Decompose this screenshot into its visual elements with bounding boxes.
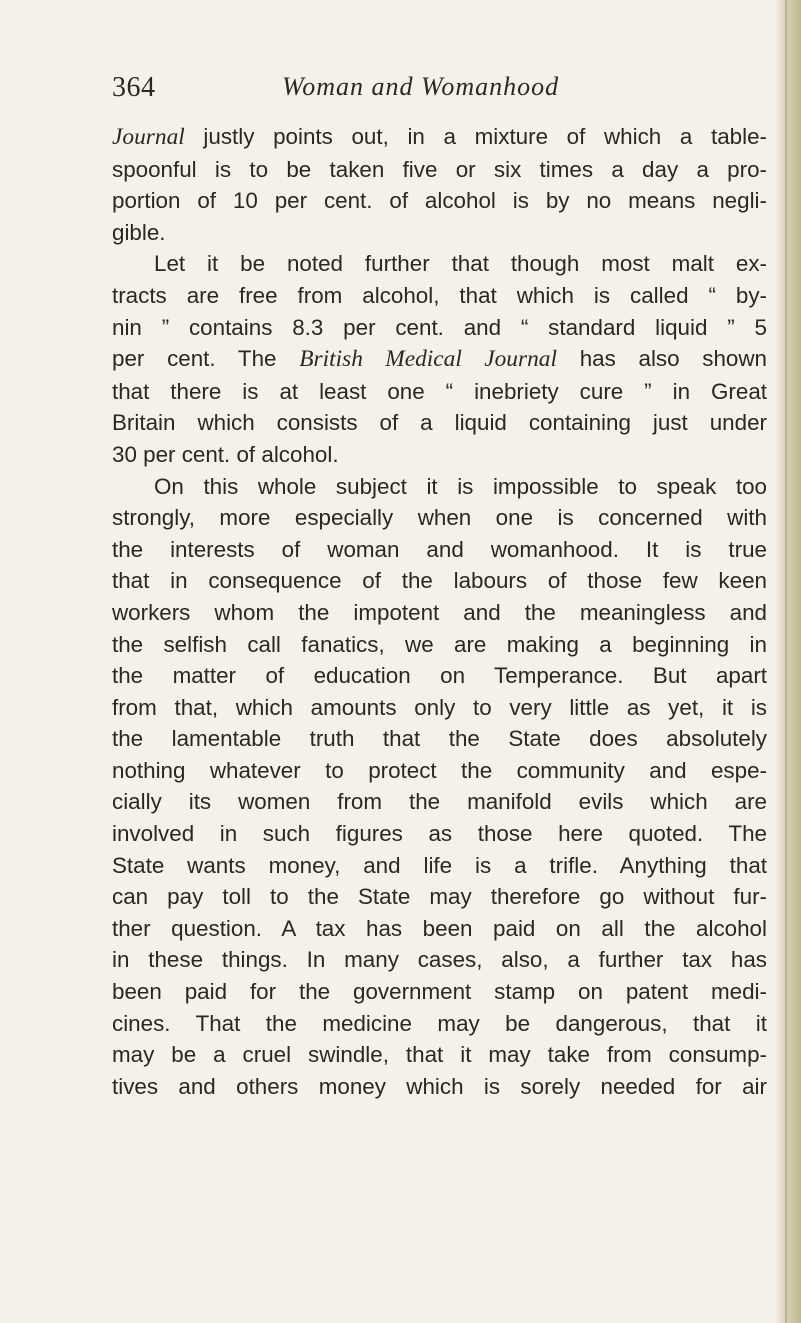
text-line: Let it be noted further that though most malt ex- bbox=[154, 251, 767, 277]
text-line: ther question. A tax has been paid on all the alcohol bbox=[112, 915, 767, 941]
text-line: spoonful is to be taken five or six times a day a pro- bbox=[112, 156, 767, 182]
text-line: nothing whatever to protect the community and espe- bbox=[112, 757, 767, 783]
text-line: On this whole subject it is impossible to speak too bbox=[154, 473, 767, 499]
text-line: 30 per cent. of alcohol. bbox=[112, 441, 339, 467]
page-number: 364 bbox=[112, 72, 156, 103]
text-line: Journal justly points out, in a mixture of which a table- bbox=[112, 124, 767, 150]
italic-title: British Medical Journal bbox=[299, 346, 557, 373]
paragraph-1 bbox=[112, 121, 767, 248]
paragraph-3 bbox=[112, 471, 767, 1103]
text-line: from that, which amounts only to very little as yet, it is bbox=[112, 694, 767, 720]
text-line: the selfish call fanatics, we are making a beginning in bbox=[112, 631, 767, 657]
text-line: the lamentable truth that the State does absolutely bbox=[112, 726, 767, 752]
text-line: tracts are free from alcohol, that which is called “ by- bbox=[112, 282, 767, 308]
page-edge-shadow bbox=[775, 0, 801, 1323]
text-line: may be a cruel swindle, that it may take from consump- bbox=[112, 1042, 767, 1068]
text-line: Britain which consists of a liquid containing just under bbox=[112, 410, 767, 436]
text-line: that there is at least one “ inebriety cure ” in Great bbox=[112, 378, 767, 404]
text-line: that in consequence of the labours of those few keen bbox=[112, 568, 767, 594]
text-line: cially its women from the manifold evils which are bbox=[112, 789, 767, 815]
text-line: been paid for the government stamp on patent medi- bbox=[112, 979, 767, 1005]
running-title: Woman and Womanhood bbox=[282, 72, 560, 101]
text-line: workers whom the impotent and the meaningless and bbox=[112, 599, 767, 625]
text-line: the matter of education on Temperance. But apart bbox=[112, 663, 767, 689]
text-line: strongly, more especially when one is concerned with bbox=[112, 505, 767, 531]
text-line: gible. bbox=[112, 219, 166, 245]
text-line: tives and others money which is sorely needed for air bbox=[112, 1073, 767, 1099]
page-header bbox=[112, 72, 672, 112]
paragraph-2 bbox=[112, 248, 767, 470]
text-line: nin ” contains 8.3 per cent. and “ standard liquid ” 5 bbox=[112, 314, 767, 340]
text-line: per cent. The British Medical Journal has also shown bbox=[112, 346, 768, 373]
text-line: involved in such figures as those here quoted. The bbox=[112, 821, 767, 847]
page-edge-line bbox=[785, 0, 787, 1323]
body-text bbox=[112, 121, 767, 1102]
text-line: in these things. In many cases, also, a further tax has bbox=[112, 947, 767, 973]
text-line: cines. That the medicine may be dangerous, that it bbox=[112, 1010, 767, 1036]
text-line: State wants money, and life is a trifle. Anything that bbox=[112, 852, 767, 878]
text-line: the interests of woman and womanhood. It is true bbox=[112, 536, 767, 562]
text-line: portion of 10 per cent. of alcohol is by no means negli- bbox=[112, 188, 767, 214]
italic-title: Journal bbox=[112, 124, 185, 150]
text-line: can pay toll to the State may therefore go without fur- bbox=[112, 884, 767, 910]
